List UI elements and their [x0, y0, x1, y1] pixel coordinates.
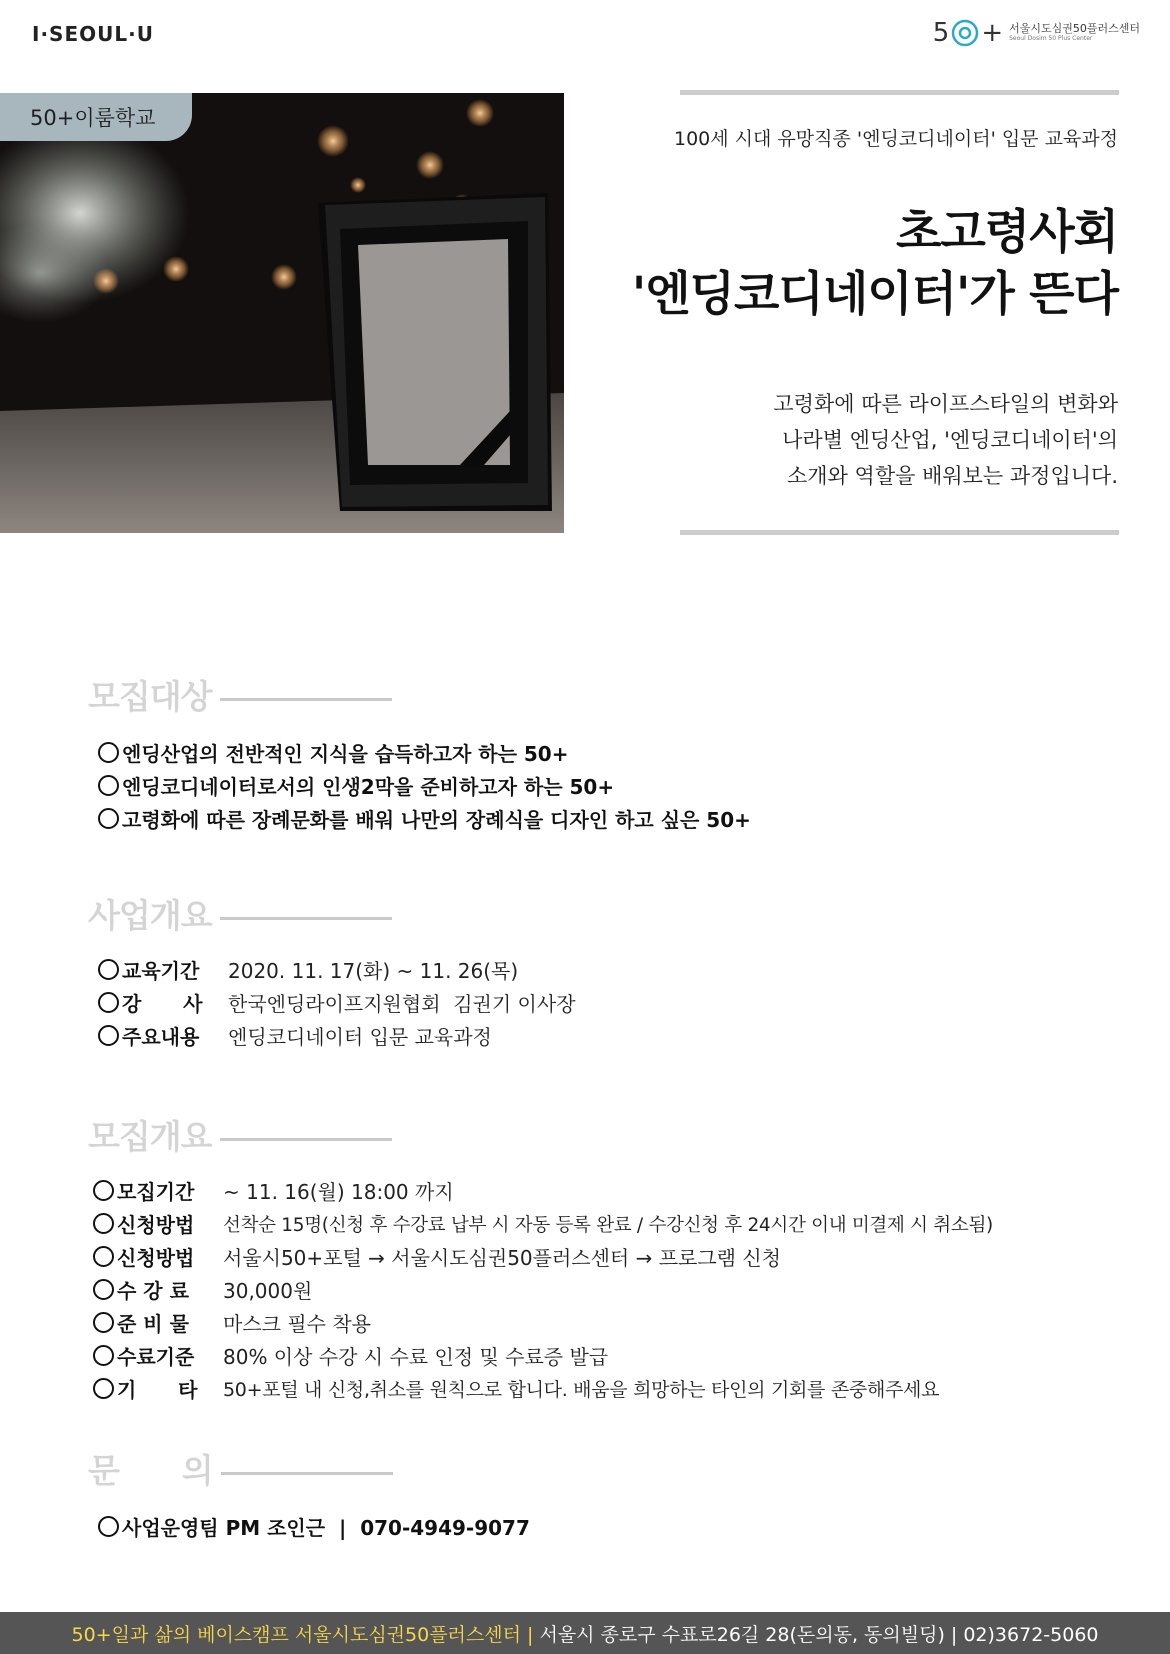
- list-item: [98, 1510, 530, 1543]
- hero-desc-line3: 소개와 역할을 배워보는 과정입니다.: [787, 464, 1118, 488]
- seoul-logo: I·SEOUL·U: [32, 22, 154, 46]
- fifty-plus-logo-icon: 5 +: [932, 18, 1004, 48]
- item-key: 준 비 물: [117, 1312, 189, 1336]
- item-value: 2020. 11. 17(화) ~ 11. 26(목): [228, 959, 519, 983]
- center-name-ko: 서울시도심권50플러스센터: [1009, 22, 1140, 36]
- list-item: [98, 1019, 576, 1052]
- circle-bullet-icon: [93, 1180, 114, 1201]
- item-key: 수료기준: [117, 1345, 195, 1369]
- heading-line: [220, 1138, 392, 1141]
- list-item: [98, 953, 576, 986]
- item-value: 엔딩코디네이터 입문 교육과정: [228, 1025, 492, 1049]
- item-key: 강 사: [122, 992, 203, 1016]
- circle-bullet-icon: [98, 1516, 119, 1537]
- center-name-en: Seoul Dosim 50 Plus Center: [1009, 34, 1093, 42]
- circle-bullet-icon: [98, 959, 119, 980]
- list-item: [93, 1207, 993, 1240]
- heading-line: [221, 1472, 393, 1475]
- item-value: 50+포털 내 신청,취소를 원칙으로 합니다. 배움을 희망하는 타인의 기회를 존중해주세요: [223, 1379, 940, 1401]
- divider-bottom: [680, 530, 1119, 535]
- section-heading: 모집개요: [88, 1116, 212, 1156]
- circle-bullet-icon: [93, 1345, 114, 1366]
- item-value: 30,000원: [223, 1279, 313, 1303]
- circle-bullet-icon: [93, 1246, 114, 1267]
- program-tag: 50+이룸학교: [0, 93, 192, 141]
- item-value: 80% 이상 수강 시 수료 인정 및 수료증 발급: [223, 1345, 609, 1369]
- item-value: ~ 11. 16(월) 18:00 까지: [223, 1180, 454, 1204]
- divider-top: [680, 90, 1119, 95]
- section-heading: 사업개요: [88, 895, 212, 935]
- hero-desc-line2: 나라별 엔딩산업, '엔딩코디네이터'의: [782, 428, 1118, 452]
- item-value: 서울시50+포털 → 서울시도심권50플러스센터 → 프로그램 신청: [223, 1246, 781, 1270]
- hero-title-line2: '엔딩코디네이터'가 뜬다: [631, 267, 1118, 322]
- list-item: [93, 1306, 993, 1339]
- section-overview: [88, 893, 576, 1052]
- item-key: 신청방법: [117, 1246, 195, 1270]
- list-item: [93, 1273, 993, 1306]
- circle-bullet-icon: [98, 808, 119, 829]
- list-item: [98, 736, 751, 769]
- list-item: [93, 1372, 993, 1405]
- item-key: 주요내용: [122, 1025, 200, 1049]
- item-key: 수 강 료: [117, 1279, 189, 1303]
- section-heading: 모집대상: [88, 676, 212, 716]
- circle-bullet-icon: [93, 1279, 114, 1300]
- item-value: 한국엔딩라이프지원협회 김권기 이사장: [228, 992, 576, 1016]
- item-key: 모집기간: [117, 1180, 195, 1204]
- footer-address: 서울시 종로구 수표로26길 28(돈의동, 동의빌딩) | 02)3672-5060: [533, 1623, 1099, 1646]
- circle-bullet-icon: [98, 992, 119, 1013]
- section-heading: 문 의: [88, 1450, 213, 1490]
- item-key: 교육기간: [122, 959, 200, 983]
- hero-photo: [0, 93, 564, 533]
- center-logo: [933, 18, 1140, 48]
- footer-bar: [0, 1612, 1170, 1654]
- circle-bullet-icon: [98, 742, 119, 763]
- hero-desc-line1: 고령화에 따른 라이프스타일의 변화와: [773, 392, 1118, 416]
- hero-title-line1: 초고령사회: [895, 205, 1118, 260]
- heading-line: [220, 917, 392, 920]
- circle-bullet-icon: [98, 775, 119, 796]
- circle-bullet-icon: [93, 1312, 114, 1333]
- list-item: [93, 1240, 993, 1273]
- item-key: 기 타: [117, 1378, 198, 1402]
- section-contact: [88, 1448, 530, 1543]
- circle-bullet-icon: [93, 1378, 114, 1399]
- target-text: 엔딩코디네이터로서의 인생2막을 준비하고자 하는 50+: [122, 775, 615, 799]
- target-text: 고령화에 따른 장례문화를 배워 나만의 장례식을 디자인 하고 싶은 50+: [122, 808, 751, 832]
- target-text: 엔딩산업의 전반적인 지식을 습득하고자 하는 50+: [122, 742, 569, 766]
- section-target: [88, 674, 751, 835]
- item-value: 선착순 15명(신청 후 수강료 납부 시 자동 등록 완료 / 수강신청 후 24시간 이내 미결제 시 취소됨): [223, 1214, 993, 1236]
- list-item: [98, 769, 751, 802]
- hero-description: [773, 386, 1118, 494]
- hero-subtitle: 100세 시대 유망직종 '엔딩코디네이터' 입문 교육과정: [674, 128, 1118, 150]
- hero-title: [632, 202, 1118, 326]
- footer-center-name: 50+일과 삶의 베이스캠프 서울시도심권50플러스센터 |: [71, 1623, 534, 1646]
- list-item: [93, 1174, 993, 1207]
- list-item: [98, 802, 751, 835]
- circle-bullet-icon: [93, 1213, 114, 1234]
- heading-line: [220, 698, 392, 701]
- circle-bullet-icon: [98, 1025, 119, 1046]
- section-recruit: [88, 1114, 993, 1405]
- list-item: [93, 1339, 993, 1372]
- contact-text: 사업운영팀 PM 조인근 | 070-4949-9077: [122, 1516, 530, 1540]
- item-key: 신청방법: [117, 1213, 195, 1237]
- item-value: 마스크 필수 착용: [223, 1312, 371, 1336]
- list-item: [98, 986, 576, 1019]
